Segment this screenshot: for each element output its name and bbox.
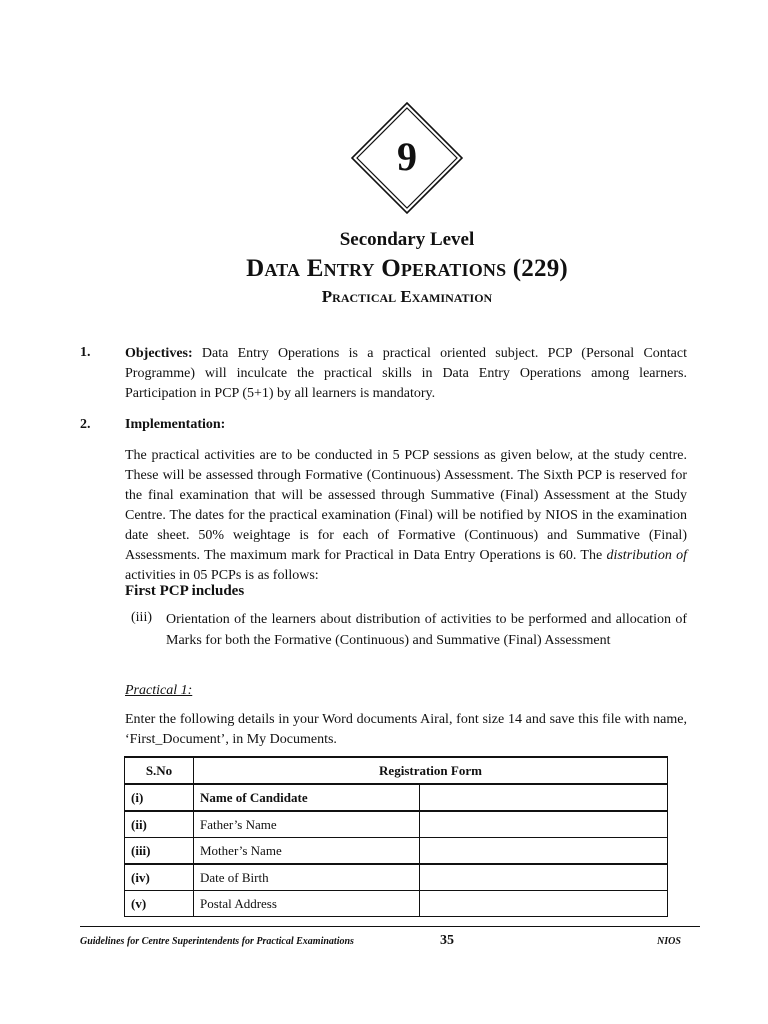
table-cell-sno: (iv) <box>125 864 194 891</box>
implementation-paragraph <box>125 446 687 586</box>
table-row <box>125 891 668 917</box>
footer-right-text: NIOS <box>657 936 681 947</box>
section-number: 1. <box>80 345 91 360</box>
table-header-form: Registration Form <box>194 757 668 784</box>
footer-left-text: Guidelines for Centre Superintendents for Practical Examinations <box>80 936 354 947</box>
table-cell-sno: (iii) <box>125 838 194 865</box>
practical-label: Practical 1: <box>125 683 193 698</box>
practical-instruction: Enter the following details in your Word documents Airal, font size 14 and save this file with name, ‘First_Document’, in My Documents. <box>125 712 687 747</box>
table-row <box>125 838 668 865</box>
chapter-number: 9 <box>397 134 417 179</box>
first-pcp-heading: First PCP includes <box>125 583 245 599</box>
level-heading: Secondary Level <box>339 229 475 250</box>
page-title: Data Entry Operations (229) <box>246 255 568 282</box>
table-row <box>125 811 668 838</box>
list-item-number: (iii) <box>131 610 152 625</box>
table-cell-field: Date of Birth <box>194 864 420 891</box>
registration-table <box>124 756 668 917</box>
table-cell-sno: (v) <box>125 891 194 917</box>
implementation-text-end: activities in 05 PCPs is as follows: <box>125 568 319 583</box>
objectives-label: Objectives: <box>125 346 193 361</box>
table-cell-value <box>420 864 668 891</box>
page-subtitle: Practical Examination <box>321 287 493 306</box>
table-cell-field: Father’s Name <box>194 811 420 838</box>
objectives-text: Data Entry Operations is a practical oriented subject. PCP (Personal Contact Programme) will inculcate the practical skills in Data Entry Operations among learners. Participation in PCP (5+1) by all learners is mandatory. <box>125 346 687 401</box>
table-cell-field: Name of Candidate <box>194 784 420 811</box>
page-number: 35 <box>440 933 454 948</box>
section-number: 2. <box>80 417 91 432</box>
implementation-text: The practical activities are to be conducted in 5 PCP sessions as given below, at the study centre. These will be assessed through Formative (Continuous) Assessment. The Sixth PCP is reserved for the final examination that will be assessed through Summative (Final) Assessment at the Study Centre. The dates for the practical examination (Final) will be notified by NIOS in the examination date sheet. 50% weightage is for each of Formative (Continuous) and Summative (Final) Assessments. The maximum mark for Practical in Data Entry Operations is 60. The <box>125 448 687 563</box>
implementation-italic: distribution of <box>606 548 687 563</box>
table-row <box>125 864 668 891</box>
table-cell-value <box>420 784 668 811</box>
table-cell-sno: (i) <box>125 784 194 811</box>
table-row <box>125 784 668 811</box>
table-header-sno: S.No <box>125 757 194 784</box>
implementation-heading: Implementation: <box>125 417 226 432</box>
table-header-row <box>125 757 668 784</box>
table-cell-sno: (ii) <box>125 811 194 838</box>
table-cell-value <box>420 891 668 917</box>
objectives-paragraph <box>125 344 687 404</box>
list-item-text: Orientation of the learners about distribution of activities to be performed and allocation of Marks for both the Formative (Continuous) and Summative (Final) Assessment <box>166 612 687 648</box>
chapter-badge <box>351 102 463 214</box>
table-cell-field: Mother’s Name <box>194 838 420 865</box>
table-cell-value <box>420 811 668 838</box>
table-cell-field: Postal Address <box>194 891 420 917</box>
footer-divider <box>80 926 700 927</box>
table-cell-value <box>420 838 668 865</box>
